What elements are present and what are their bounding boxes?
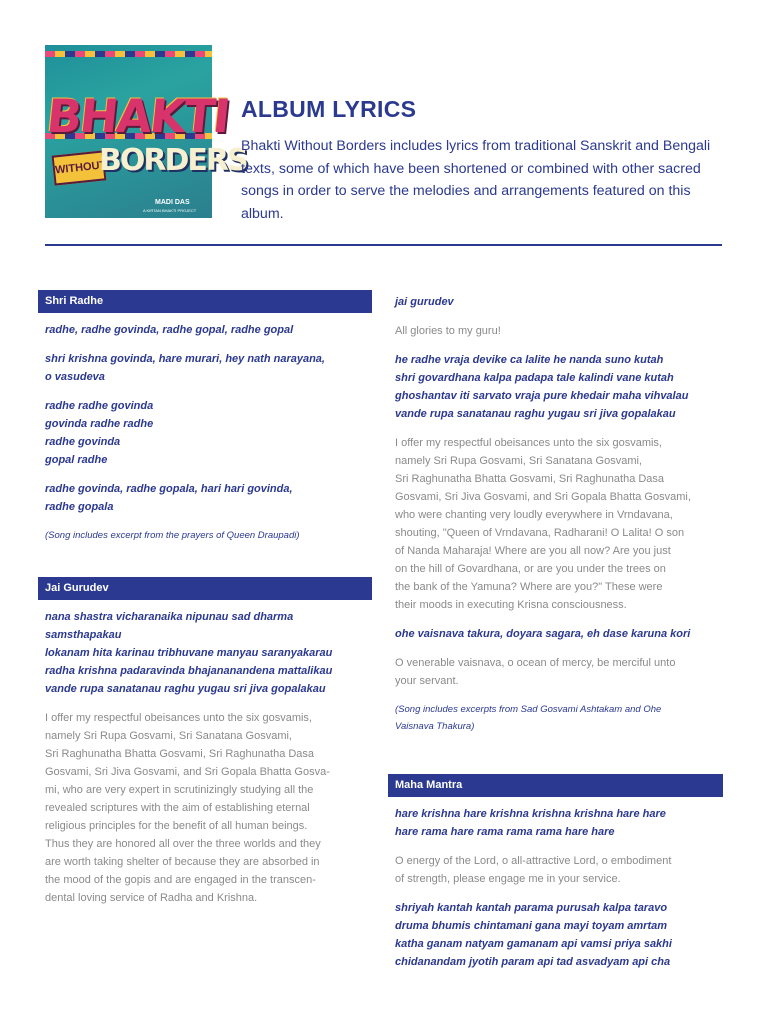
text-line: govinda radhe radhe [45,418,154,430]
text-line: I offer my respectful obeisances unto the six gosvamis, [45,712,312,724]
page-title: ALBUM LYRICS [241,96,417,122]
text-line: of Nanda Maharaja! Where are you all now? Are you just [395,545,671,557]
spacer [38,555,372,577]
text-line: jai gurudev [395,296,454,308]
text-line: of strength, please engage me in your service. [395,873,621,885]
cover-artist: MADI DAS [155,199,190,206]
text-line: lokanam hita karinau tribhuvane manyau saranyakarau [45,647,333,659]
text-line: shriyah kantah kantah parama purusah kalpa taravo [395,902,668,914]
text-line: Gosvami, Sri Jiva Gosvami, and Sri Gopala Bhatta Gosva- [45,766,330,778]
text-line: radhe govinda, radhe gopala, hari hari govinda, [45,483,293,495]
text-line: he radhe vraja devike ca lalite he nanda suno kutah [395,354,664,366]
text-line: ohe vaisnava takura, doyara sagara, eh dase karuna kori [395,628,691,640]
cover-word-without: WITHOUT [52,150,107,185]
text-line: Sri Raghunatha Bhatta Gosvami, Sri Raghunatha Dasa [395,473,665,485]
text-line: revealed scriptures with the aim of establishing eternal [45,802,310,814]
lyric-verse [38,480,372,516]
text-line: who were chanting very loudly everywhere in Vrndavana, [395,509,673,521]
text-line: radhe radhe govinda [45,400,154,412]
text-line: vande rupa sanatanau raghu yugau sri jiva gopalakau [395,408,676,420]
text-line: gopal radhe [45,454,108,466]
lyric-verse [388,899,723,971]
text-line: radhe govinda [45,436,121,448]
text-line: the mood of the gopis and are engaged in the transcen- [45,874,316,886]
translation-text [388,654,723,690]
lyric-verse [388,805,723,841]
translation-text [388,322,723,340]
right-column [388,290,723,982]
text-line: ghoshantav iti sarvato vraja pure khedair maha vihvalau [395,390,689,402]
text-line: hare rama hare rama rama rama hare hare [395,826,615,838]
text-line: O energy of the Lord, o all-attractive Lord, o embodiment [395,855,672,867]
text-line: mi, who are very expert in scrutinizingly studying all the [45,784,314,796]
text-line: hare krishna hare krishna krishna krishna hare hare [395,808,666,820]
song-note [388,701,723,735]
text-line: All glories to my guru! [395,325,501,337]
text-line: vande rupa sanatanau raghu yugau sri jiva gopalakau [45,683,326,695]
cover-pattern [45,51,212,57]
song-note: (Song includes excerpt from the prayers of Queen Draupadi) [45,530,300,541]
intro-paragraph: Bhakti Without Borders includes lyrics from traditional Sanskrit and Bengali texts, some of which have been shortened or combined with other sacred songs in order to serve the melodies and arrangements featured on this album. [241,138,711,222]
cover-word-borders: BORDERS [99,143,247,178]
cover-word-bhakti: BHAKTI [44,89,232,143]
text-line: Thus they are honored all over the three worlds and they [45,838,321,850]
lyric-verse [38,321,372,339]
text-line: namely Sri Rupa Gosvami, Sri Sanatana Gosvami, [395,455,642,467]
text-line: on the hill of Govardhana, or are you under the trees on [395,563,666,575]
lyric-verse [38,608,372,698]
text-line: radha krishna padaravinda bhajananandena mattalikau [45,665,333,677]
text-line: their moods in executing Krisna consciousness. [395,599,627,611]
text-line: chidanandam jyotih param api tad asvadyam api cha [395,956,671,968]
text-line: I offer my respectful obeisances unto the six gosvamis, [395,437,662,449]
lyric-verse [388,351,723,423]
text-line: shri govardhana kalpa padapa tale kalindi vane kutah [395,372,674,384]
text-line: nana shastra vicharanaika nipunau sad dharma [45,611,294,623]
text-line: O venerable vaisnava, o ocean of mercy, be merciful unto [395,657,676,669]
translation-text [388,852,723,888]
section-heading-jai-gurudev: Jai Gurudev [38,577,372,600]
lyric-verse [38,350,372,386]
text-line: radhe, radhe govinda, radhe gopal, radhe gopal [45,324,294,336]
left-column [38,290,372,918]
text-line: katha ganam natyam gamanam api vamsi priya sakhi [395,938,672,950]
text-line: dental loving service of Radha and Krishna. [45,892,258,904]
text-line: namely Sri Rupa Gosvami, Sri Sanatana Gosvami, [45,730,292,742]
text-line: are worth taking shelter of because they are absorbed in [45,856,320,868]
text-line: Gosvami, Sri Jiva Gosvami, and Sri Gopala Bhatta Gosvami, [395,491,691,503]
text-line: Vaisnava Thakura) [395,721,475,732]
text-line: the bank of the Yamuna? Where are you?" These were [395,581,663,593]
lyric-verse [38,397,372,469]
album-cover [44,45,247,218]
text-line: radhe gopala [45,501,114,513]
text-line: druma bhumis chintamani gana mayi toyam amrtam [395,920,668,932]
text-line: samsthapakau [45,629,122,641]
translation-text [388,434,723,614]
text-line: shouting, "Queen of Vrndavana, Radharani! O Lalita! O son [395,527,685,539]
lyric-verse [388,625,723,643]
text-line: Sri Raghunatha Bhatta Gosvami, Sri Raghunatha Dasa [45,748,315,760]
spacer [388,746,723,774]
text-line: religious principles for the benefit of all human beings. [45,820,308,832]
text-line: your servant. [395,675,459,687]
section-heading-shri-radhe: Shri Radhe [38,290,372,313]
lyric-verse [388,293,723,311]
text-line: o vasudeva [45,371,105,383]
section-heading-maha-mantra: Maha Mantra [388,774,723,797]
translation-text [38,709,372,907]
text-line: shri krishna govinda, hare murari, hey nath narayana, [45,353,325,365]
header-divider [45,244,722,246]
text-line: (Song includes excerpts from Sad Gosvami Ashtakam and Ohe [395,704,662,715]
cover-subtitle: A KIRTAN BHAKTI PROJECT [143,208,197,213]
